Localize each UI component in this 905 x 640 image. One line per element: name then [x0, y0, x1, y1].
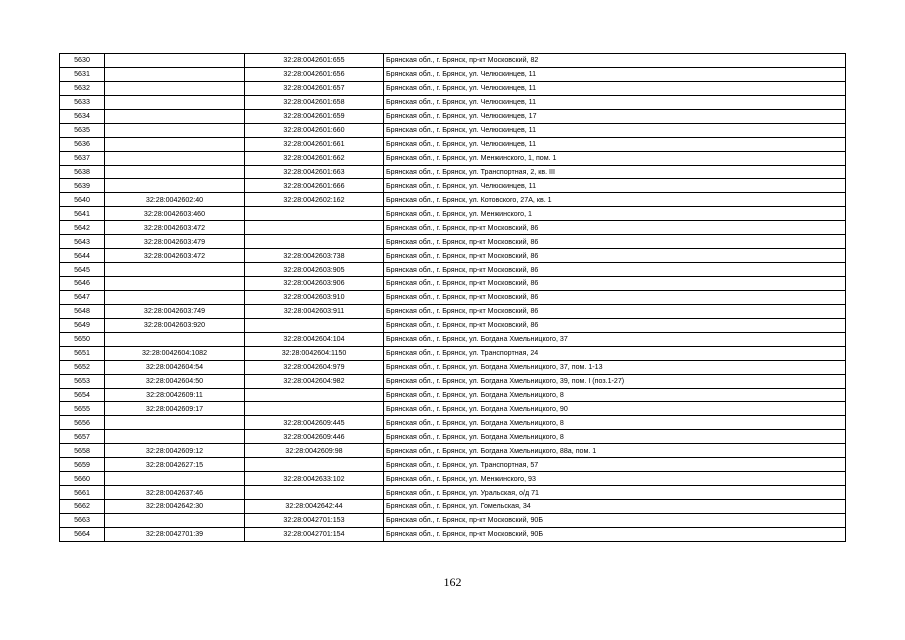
object-cadastral-number-cell: 32:28:0042609:98 — [245, 444, 384, 458]
cadastral-number-cell: 32:28:0042603:472 — [105, 249, 245, 263]
cadastral-number-cell — [105, 151, 245, 165]
object-cadastral-number-cell — [245, 486, 384, 500]
row-number-cell: 5648 — [60, 304, 105, 318]
table-row — [60, 165, 846, 179]
object-cadastral-number-cell: 32:28:0042603:905 — [245, 263, 384, 277]
cadastral-number-cell — [105, 137, 245, 151]
cadastral-number-cell: 32:28:0042603:749 — [105, 304, 245, 318]
cadastral-number-cell: 32:28:0042701:39 — [105, 527, 245, 541]
address-cell: Брянская обл., г. Брянск, ул. Богдана Хмельницкого, 8 — [384, 388, 846, 402]
object-cadastral-number-cell — [245, 388, 384, 402]
table-row — [60, 207, 846, 221]
object-cadastral-number-cell: 32:28:0042604:982 — [245, 374, 384, 388]
row-number-cell: 5662 — [60, 500, 105, 514]
row-number-cell: 5632 — [60, 81, 105, 95]
address-cell: Брянская обл., г. Брянск, пр-кт Московский, 86 — [384, 249, 846, 263]
object-cadastral-number-cell: 32:28:0042604:979 — [245, 360, 384, 374]
table-row — [60, 416, 846, 430]
page-number: 162 — [443, 575, 462, 589]
cadastral-number-cell: 32:28:0042604:50 — [105, 374, 245, 388]
cadastral-number-cell — [105, 81, 245, 95]
cadastral-number-cell — [105, 109, 245, 123]
address-cell: Брянская обл., г. Брянск, пр-кт Московский, 86 — [384, 235, 846, 249]
cadastral-number-cell: 32:28:0042637:46 — [105, 486, 245, 500]
row-number-cell: 5649 — [60, 318, 105, 332]
table-row — [60, 235, 846, 249]
table-row — [60, 179, 846, 193]
cadastral-number-cell: 32:28:0042603:479 — [105, 235, 245, 249]
address-cell: Брянская обл., г. Брянск, ул. Гомельская, 34 — [384, 500, 846, 514]
row-number-cell: 5650 — [60, 332, 105, 346]
object-cadastral-number-cell — [245, 402, 384, 416]
row-number-cell: 5636 — [60, 137, 105, 151]
row-number-cell: 5658 — [60, 444, 105, 458]
table-row — [60, 486, 846, 500]
object-cadastral-number-cell: 32:28:0042701:153 — [245, 513, 384, 527]
object-cadastral-number-cell — [245, 235, 384, 249]
table-row — [60, 346, 846, 360]
cadastral-number-cell: 32:28:0042604:54 — [105, 360, 245, 374]
object-cadastral-number-cell: 32:28:0042603:910 — [245, 290, 384, 304]
address-cell: Брянская обл., г. Брянск, ул. Челюскинцев, 11 — [384, 137, 846, 151]
row-number-cell: 5644 — [60, 249, 105, 263]
row-number-cell: 5655 — [60, 402, 105, 416]
object-cadastral-number-cell: 32:28:0042609:446 — [245, 430, 384, 444]
cadastral-number-cell — [105, 430, 245, 444]
cadastral-number-cell: 32:28:0042603:460 — [105, 207, 245, 221]
row-number-cell: 5642 — [60, 221, 105, 235]
cadastral-number-cell: 32:28:0042602:40 — [105, 193, 245, 207]
table-row — [60, 527, 846, 541]
table-row — [60, 81, 846, 95]
table-row — [60, 151, 846, 165]
address-cell: Брянская обл., г. Брянск, пр-кт Московский, 86 — [384, 290, 846, 304]
cadastral-number-cell — [105, 277, 245, 291]
row-number-cell: 5641 — [60, 207, 105, 221]
address-cell: Брянская обл., г. Брянск, ул. Транспортная, 2, кв. III — [384, 165, 846, 179]
cadastral-number-cell — [105, 123, 245, 137]
table-row — [60, 304, 846, 318]
row-number-cell: 5645 — [60, 263, 105, 277]
row-number-cell: 5654 — [60, 388, 105, 402]
row-number-cell: 5652 — [60, 360, 105, 374]
object-cadastral-number-cell: 32:28:0042601:658 — [245, 95, 384, 109]
row-number-cell: 5664 — [60, 527, 105, 541]
row-number-cell: 5660 — [60, 472, 105, 486]
cadastral-number-cell — [105, 472, 245, 486]
address-cell: Брянская обл., г. Брянск, ул. Богдана Хмельницкого, 37, пом. 1-13 — [384, 360, 846, 374]
table-row — [60, 277, 846, 291]
object-cadastral-number-cell: 32:28:0042601:659 — [245, 109, 384, 123]
address-cell: Брянская обл., г. Брянск, ул. Челюскинцев, 11 — [384, 123, 846, 137]
object-cadastral-number-cell: 32:28:0042601:662 — [245, 151, 384, 165]
cadastral-number-cell — [105, 513, 245, 527]
cadastral-number-cell — [105, 67, 245, 81]
row-number-cell: 5635 — [60, 123, 105, 137]
address-cell: Брянская обл., г. Брянск, ул. Уральская, о/д 71 — [384, 486, 846, 500]
row-number-cell: 5631 — [60, 67, 105, 81]
address-cell: Брянская обл., г. Брянск, ул. Богдана Хмельницкого, 37 — [384, 332, 846, 346]
table-row — [60, 263, 846, 277]
address-cell: Брянская обл., г. Брянск, пр-кт Московский, 86 — [384, 263, 846, 277]
table-row — [60, 318, 846, 332]
row-number-cell: 5633 — [60, 95, 105, 109]
table-row — [60, 221, 846, 235]
cadastral-number-cell — [105, 263, 245, 277]
address-cell: Брянская обл., г. Брянск, ул. Богдана Хмельницкого, 88а, пом. 1 — [384, 444, 846, 458]
object-cadastral-number-cell: 32:28:0042642:44 — [245, 500, 384, 514]
row-number-cell: 5639 — [60, 179, 105, 193]
address-cell: Брянская обл., г. Брянск, ул. Котовского, 27А, кв. 1 — [384, 193, 846, 207]
object-cadastral-number-cell: 32:28:0042601:655 — [245, 54, 384, 68]
object-cadastral-number-cell: 32:28:0042609:445 — [245, 416, 384, 430]
row-number-cell: 5647 — [60, 290, 105, 304]
address-cell: Брянская обл., г. Брянск, ул. Богдана Хмельницкого, 90 — [384, 402, 846, 416]
table-row — [60, 95, 846, 109]
object-cadastral-number-cell: 32:28:0042603:906 — [245, 277, 384, 291]
row-number-cell: 5637 — [60, 151, 105, 165]
table-row — [60, 54, 846, 68]
cadastral-number-cell: 32:28:0042627:15 — [105, 458, 245, 472]
cadastral-number-cell — [105, 179, 245, 193]
table-row — [60, 458, 846, 472]
cadastral-number-cell — [105, 54, 245, 68]
table-row — [60, 513, 846, 527]
row-number-cell: 5659 — [60, 458, 105, 472]
row-number-cell: 5651 — [60, 346, 105, 360]
address-cell: Брянская обл., г. Брянск, ул. Богдана Хмельницкого, 8 — [384, 430, 846, 444]
table-row — [60, 137, 846, 151]
object-cadastral-number-cell — [245, 207, 384, 221]
address-cell: Брянская обл., г. Брянск, ул. Челюскинцев, 11 — [384, 95, 846, 109]
table-row — [60, 332, 846, 346]
address-cell: Брянская обл., г. Брянск, ул. Транспортная, 57 — [384, 458, 846, 472]
address-cell: Брянская обл., г. Брянск, ул. Менжинского, 93 — [384, 472, 846, 486]
table-row — [60, 249, 846, 263]
address-cell: Брянская обл., г. Брянск, ул. Челюскинцев, 11 — [384, 179, 846, 193]
address-cell: Брянская обл., г. Брянск, пр-кт Московский, 86 — [384, 277, 846, 291]
table-row — [60, 430, 846, 444]
address-cell: Брянская обл., г. Брянск, ул. Менжинского, 1 — [384, 207, 846, 221]
address-cell: Брянская обл., г. Брянск, пр-кт Московский, 86 — [384, 304, 846, 318]
row-number-cell: 5643 — [60, 235, 105, 249]
cadastral-number-cell: 32:28:0042642:30 — [105, 500, 245, 514]
address-cell: Брянская обл., г. Брянск, ул. Челюскинцев, 17 — [384, 109, 846, 123]
cadastral-number-cell — [105, 165, 245, 179]
row-number-cell: 5656 — [60, 416, 105, 430]
address-cell: Брянская обл., г. Брянск, ул. Челюскинцев, 11 — [384, 81, 846, 95]
table-row — [60, 388, 846, 402]
object-cadastral-number-cell: 32:28:0042603:911 — [245, 304, 384, 318]
cadastral-number-cell — [105, 332, 245, 346]
table-row — [60, 360, 846, 374]
address-cell: Брянская обл., г. Брянск, ул. Транспортная, 24 — [384, 346, 846, 360]
table-row — [60, 500, 846, 514]
table-row — [60, 109, 846, 123]
row-number-cell: 5653 — [60, 374, 105, 388]
row-number-cell: 5657 — [60, 430, 105, 444]
cadastral-number-cell: 32:28:0042603:472 — [105, 221, 245, 235]
table-row — [60, 67, 846, 81]
cadastral-number-cell: 32:28:0042609:11 — [105, 388, 245, 402]
object-cadastral-number-cell: 32:28:0042601:666 — [245, 179, 384, 193]
table-row — [60, 290, 846, 304]
object-cadastral-number-cell: 32:28:0042633:102 — [245, 472, 384, 486]
object-cadastral-number-cell — [245, 318, 384, 332]
table-row — [60, 402, 846, 416]
row-number-cell: 5630 — [60, 54, 105, 68]
object-cadastral-number-cell: 32:28:0042601:656 — [245, 67, 384, 81]
address-cell: Брянская обл., г. Брянск, ул. Богдана Хмельницкого, 39, пом. I (поз.1-27) — [384, 374, 846, 388]
row-number-cell: 5634 — [60, 109, 105, 123]
address-cell: Брянская обл., г. Брянск, ул. Менжинского, 1, пом. 1 — [384, 151, 846, 165]
table-row — [60, 193, 846, 207]
object-cadastral-number-cell: 32:28:0042604:104 — [245, 332, 384, 346]
cadastral-number-cell: 32:28:0042603:920 — [105, 318, 245, 332]
registry-table — [59, 53, 846, 542]
row-number-cell: 5661 — [60, 486, 105, 500]
table-row — [60, 472, 846, 486]
address-cell: Брянская обл., г. Брянск, пр-кт Московский, 82 — [384, 54, 846, 68]
address-cell: Брянская обл., г. Брянск, ул. Богдана Хмельницкого, 8 — [384, 416, 846, 430]
cadastral-number-cell — [105, 290, 245, 304]
cadastral-number-cell — [105, 95, 245, 109]
object-cadastral-number-cell: 32:28:0042604:1150 — [245, 346, 384, 360]
table-row — [60, 123, 846, 137]
address-cell: Брянская обл., г. Брянск, пр-кт Московский, 86 — [384, 318, 846, 332]
row-number-cell: 5640 — [60, 193, 105, 207]
object-cadastral-number-cell: 32:28:0042601:660 — [245, 123, 384, 137]
table-row — [60, 374, 846, 388]
object-cadastral-number-cell: 32:28:0042601:663 — [245, 165, 384, 179]
object-cadastral-number-cell: 32:28:0042701:154 — [245, 527, 384, 541]
address-cell: Брянская обл., г. Брянск, ул. Челюскинцев, 11 — [384, 67, 846, 81]
address-cell: Брянская обл., г. Брянск, пр-кт Московский, 90Б — [384, 513, 846, 527]
object-cadastral-number-cell: 32:28:0042603:738 — [245, 249, 384, 263]
row-number-cell: 5663 — [60, 513, 105, 527]
cadastral-number-cell: 32:28:0042604:1082 — [105, 346, 245, 360]
registry-table-body — [60, 54, 846, 542]
row-number-cell: 5638 — [60, 165, 105, 179]
cadastral-number-cell: 32:28:0042609:17 — [105, 402, 245, 416]
row-number-cell: 5646 — [60, 277, 105, 291]
cadastral-number-cell — [105, 416, 245, 430]
object-cadastral-number-cell — [245, 458, 384, 472]
object-cadastral-number-cell: 32:28:0042601:661 — [245, 137, 384, 151]
object-cadastral-number-cell — [245, 221, 384, 235]
table-row — [60, 444, 846, 458]
object-cadastral-number-cell: 32:28:0042601:657 — [245, 81, 384, 95]
address-cell: Брянская обл., г. Брянск, пр-кт Московский, 86 — [384, 221, 846, 235]
object-cadastral-number-cell: 32:28:0042602:162 — [245, 193, 384, 207]
address-cell: Брянская обл., г. Брянск, пр-кт Московский, 90Б — [384, 527, 846, 541]
cadastral-number-cell: 32:28:0042609:12 — [105, 444, 245, 458]
